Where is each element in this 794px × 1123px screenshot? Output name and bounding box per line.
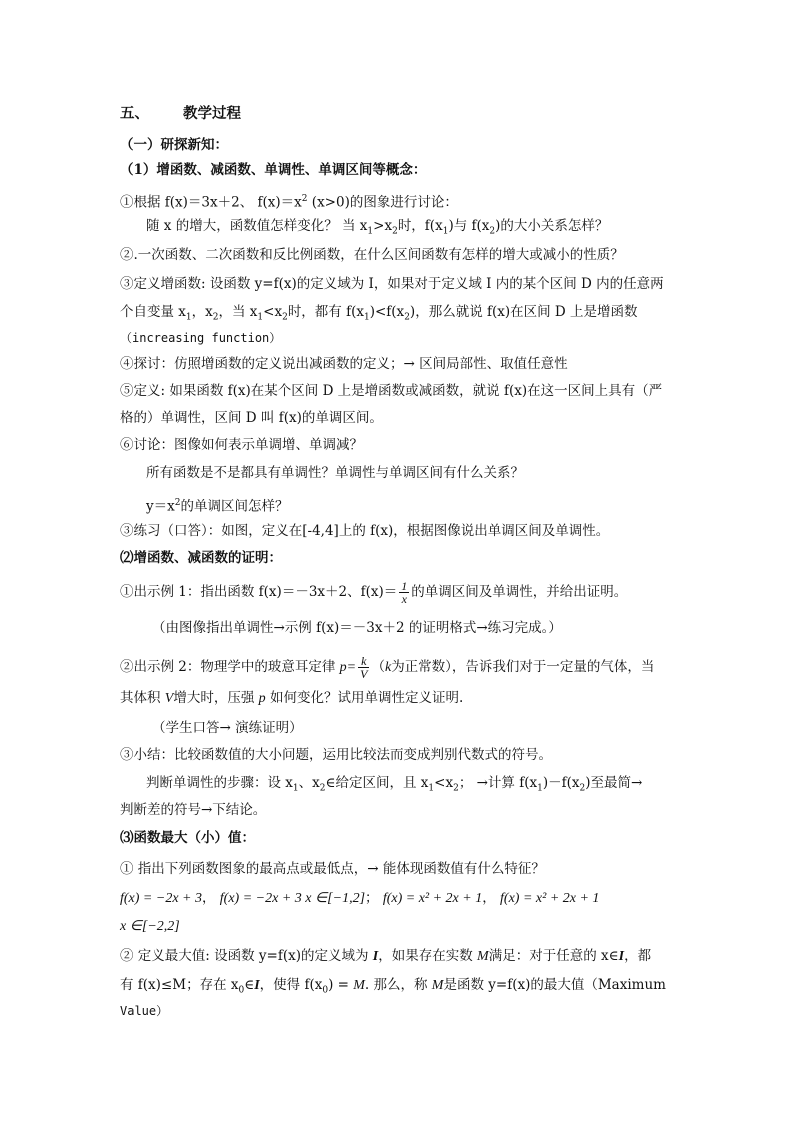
para-8: ⑤定义: 如果函数 f(x)在某个区间 D 上是增函数或减函数，就说 f(x)在这一区间上具有（严: [120, 383, 663, 399]
para-21: 判断差的符号→下结论。: [120, 802, 267, 818]
para-22: ① 指出下列函数图象的最高点或最低点，→ 能体现函数值有什么特征？: [120, 861, 545, 877]
para-6: （increasing function）: [120, 331, 282, 345]
fraction-k-over-v: $\frac{k}{V}$: [360, 654, 368, 681]
para-25: ② 定义最大值: 设函数 y=f(x)的定义域为 I，如果存在实数 M满足：对于任意的 x∈I，都: [120, 948, 652, 964]
para-16: ②出示例 2：物理学中的玻意耳定律 p= $\frac{k}{V}$ （k为正常数），告诉我们对于一定量的气体，当: [120, 654, 655, 681]
fraction-1-over-x: $\frac{1}{x}$: [401, 579, 408, 606]
para-1: ①根据 f(x)＝3x＋2、 $f(x)=x^2$ (x>0)的图象进行讨论：: [120, 194, 458, 211]
para-26: 有 f(x)≤M；存在 $x_0\in I$，使得 $f(x_0) = M$. 那么，称 M是函数 y=f(x)的最大值（Maximum: [120, 977, 666, 996]
para-23-formulas: f(x) = −2x + 3， f(x) = −2x + 3 x ∈[−1,2]； f(x) = x² + 2x + 1， f(x) = x² + 2x + 1: [120, 890, 600, 906]
para-27: Value）: [120, 1004, 169, 1018]
para-3: ②.一次函数、二次函数和反比例函数，在什么区间函数有怎样的增大或减小的性质？: [120, 247, 624, 263]
topic-2-title: ⑵增函数、减函数的证明：: [120, 550, 282, 566]
para-9: 格的）单调性，区间 D 叫 f(x)的单调区间。: [120, 410, 383, 426]
para-14: ①出示例 1：指出函数 f(x)＝－3x＋2、f(x)＝ $\frac{1}{x}$ 的单调区间及单调性，并给出证明。: [120, 579, 628, 606]
para-11: 所有函数是不是都具有单调性？单调性与单调区间有什么关系？: [146, 465, 524, 481]
para-19: ③小结：比较函数值的大小问题，运用比较法而变成判别代数式的符号。: [120, 747, 552, 763]
para-2: 随 x 的增大，函数值怎样变化？ 当 $x_1>x_2$时，$f(x_1)$与 $f(x_2)$的大小关系怎样？: [146, 218, 609, 237]
section-title: 教学过程: [183, 105, 241, 122]
para-10: ⑥讨论：图像如何表示单调增、单调减？: [120, 437, 363, 453]
section-number: 五、: [120, 105, 149, 122]
para-24-interval: x ∈[−2,2]: [120, 919, 180, 934]
para-13: ③练习（口答）：如图，定义在[-4,4]上的 f(x)，根据图像说出单调区间及单调性。: [120, 523, 610, 539]
para-4: ③定义增函数: 设函数 y=f(x)的定义域为 I，如果对于定义域 I 内的某个区间 D 内的任意两: [120, 276, 664, 292]
para-15: （由图像指出单调性→示例 f(x)＝－3x＋2 的证明格式→练习完成。）: [152, 620, 562, 636]
para-18: （学生口答→ 演练证明）: [152, 720, 303, 736]
para-7: ④探讨：仿照增函数的定义说出减函数的定义；→ 区间局部性、取值任意性: [120, 356, 568, 372]
para-20: 判断单调性的步骤：设 $x_1$、$x_2\in$给定区间，且 $x_1<x_2$； →计算 $f(x_1)-f(x_2)$至最简→: [146, 775, 643, 794]
topic-1-title: （1）增函数、减函数、单调性、单调区间等概念：: [120, 162, 427, 178]
para-17: 其体积 V增大时，压强 p 如何变化？试用单调性定义证明.: [120, 690, 464, 706]
section-heading: [120, 104, 674, 124]
para-12: $y=x^2$的单调区间怎样？: [146, 498, 289, 515]
para-5: 个自变量 $x_1$，$x_2$，当 $x_1<x_2$时，都有 $f(x_1)<f(x_2)$，那么就说 f(x)在区间 D 上是增函数: [120, 304, 638, 323]
subsection-1: （一）研探新知：: [120, 137, 228, 153]
topic-3-title: ⑶函数最大（小）值：: [120, 830, 255, 846]
